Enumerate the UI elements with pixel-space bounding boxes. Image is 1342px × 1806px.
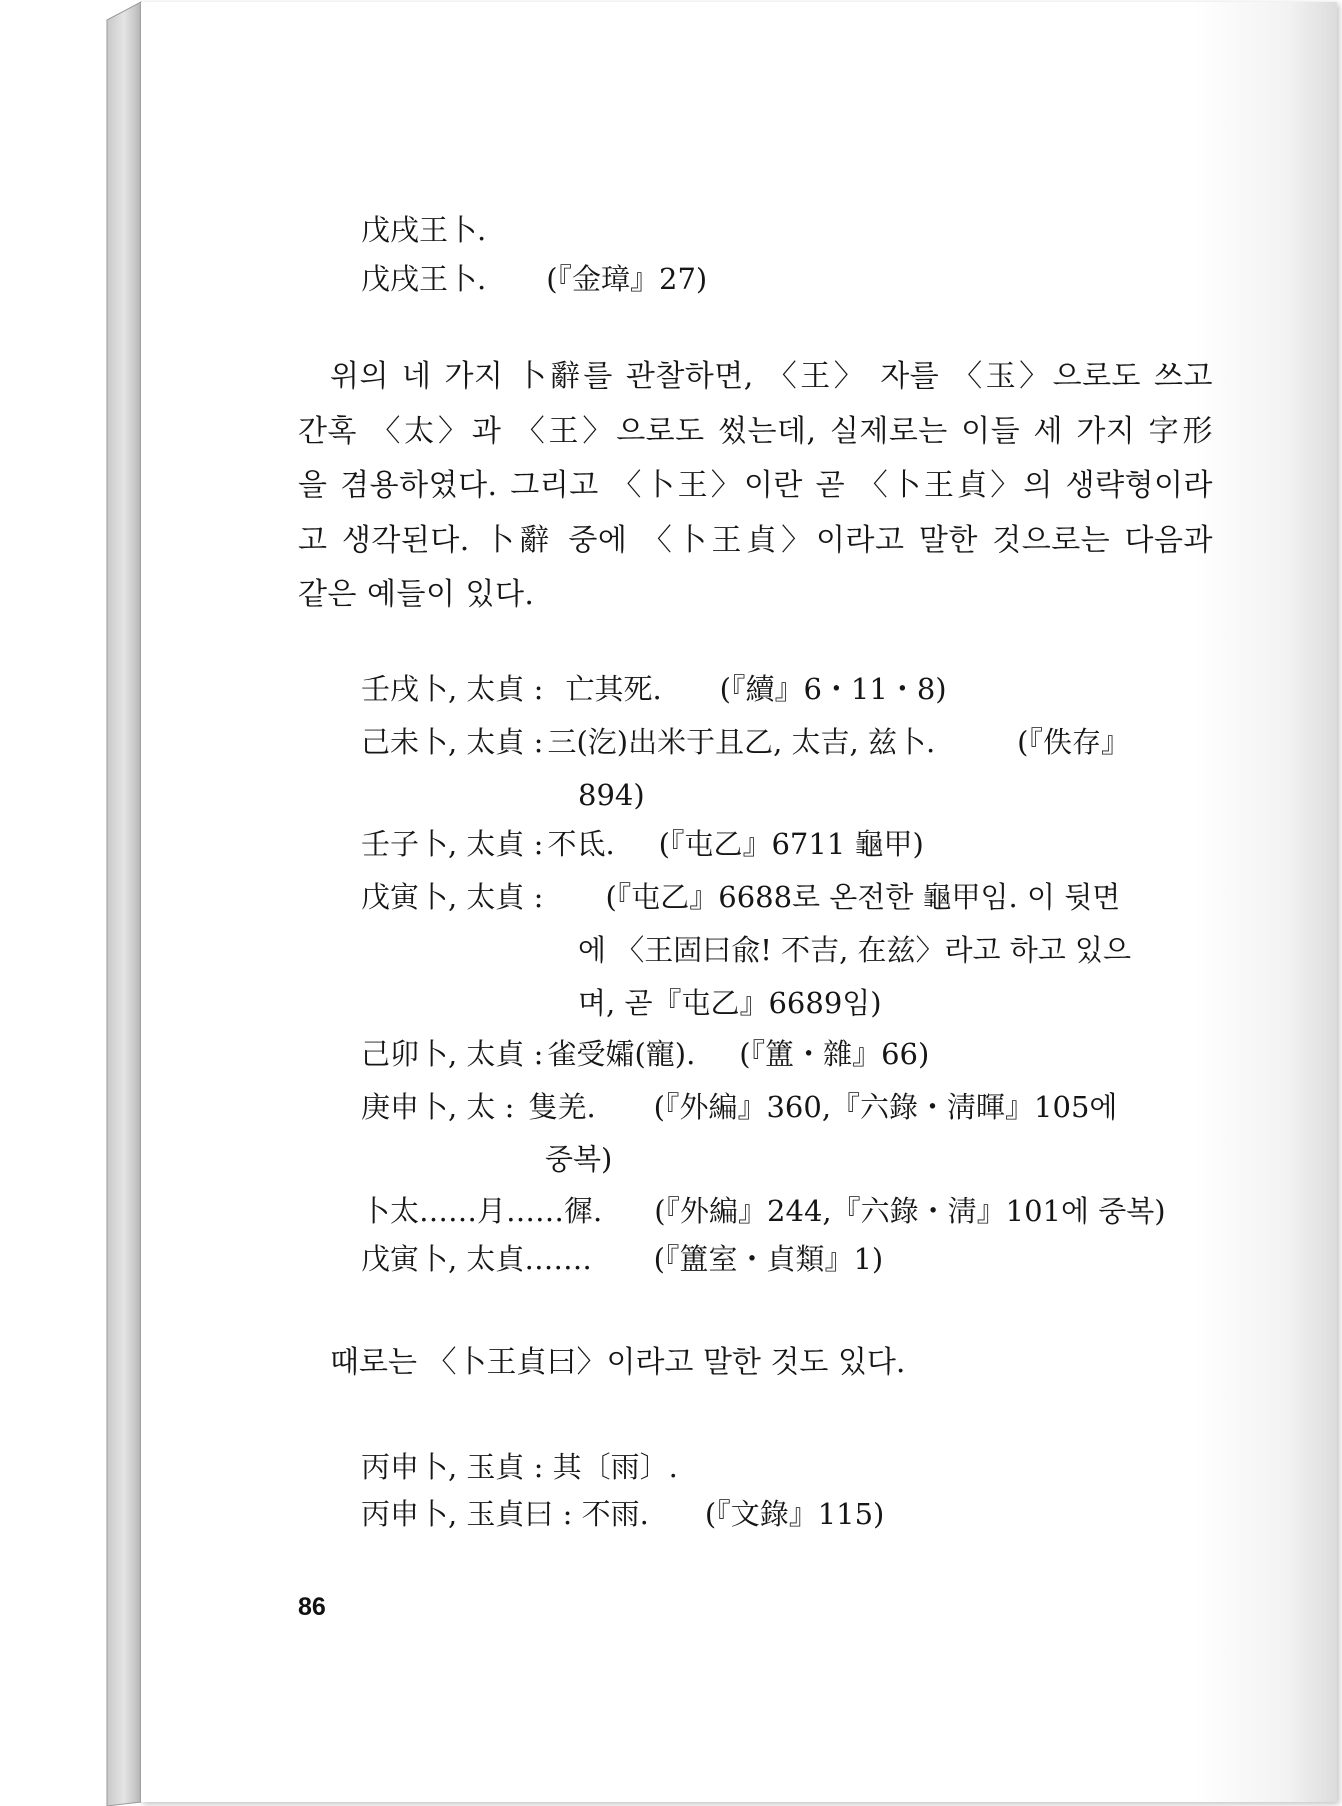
- example-text: 徲.: [564, 1194, 603, 1228]
- example-lead: 戊寅卜, 太貞 :: [361, 880, 544, 914]
- citation: (『簠室・貞類』1): [653, 1242, 884, 1276]
- example-4-continuation-1: [578, 932, 1131, 968]
- citation: (『屯乙』6688로 온전한 龜甲임. 이 뒷면: [605, 880, 1121, 914]
- example-lead: 戊寅卜, 太貞……: [361, 1242, 583, 1276]
- example-text: 不氐.: [547, 827, 615, 861]
- paragraph-line: 간혹 〈太〉과 〈王〉으로도 썼는데, 실제로는 이들 세 가지 字形: [298, 413, 1213, 449]
- paragraph-line: 고 생각된다. 卜辭 중에 〈卜王貞〉이라고 말한 것으로는 다음과: [298, 522, 1213, 558]
- example-6: [361, 1089, 1117, 1125]
- example-7: [361, 1193, 1166, 1229]
- example-text: 隻羌.: [528, 1090, 596, 1124]
- example-6-continuation: [545, 1141, 612, 1177]
- citation-continued: 중복): [545, 1142, 613, 1176]
- example-lead: 壬子卜, 太貞 :: [361, 827, 544, 861]
- example-lead: 卜太……月……: [361, 1194, 565, 1228]
- oracle-text: 戊戌王卜.: [361, 213, 487, 247]
- example-4: [361, 879, 1120, 915]
- oracle-line-1: [361, 212, 486, 248]
- example-1: [361, 671, 947, 707]
- example-2-continuation: [578, 777, 645, 813]
- example-lead: 己未卜, 太貞 :: [361, 725, 544, 759]
- example-5: [361, 1036, 929, 1072]
- page-number: 86: [298, 1593, 326, 1621]
- paragraph-line: 같은 예들이 있다.: [298, 577, 535, 612]
- body-paragraph-1: [298, 350, 1213, 623]
- citation: (『屯乙』6711 龜甲): [658, 827, 924, 861]
- example-3: [361, 826, 924, 862]
- citation: (『續』6・11・8): [719, 672, 947, 706]
- citation-continued: 며, 곧『屯乙』6689임): [578, 986, 882, 1020]
- paragraph-line: 위의 네 가지 卜辭를 관찰하면, 〈王〉 자를 〈玉〉으로도 쓰고: [330, 359, 1213, 394]
- example-text: 亡其死.: [565, 672, 662, 706]
- citation: (『金璋』27): [546, 262, 708, 296]
- oracle-text: 戊戌王卜.: [361, 262, 487, 296]
- oracle-text: 丙申卜, 玉貞 : 其〔雨〕.: [361, 1450, 678, 1484]
- body-paragraph-2: [330, 1345, 905, 1381]
- oracle-text: 丙申卜, 玉貞曰 : 不雨.: [361, 1497, 649, 1531]
- example-text: 雀受孀(寵).: [547, 1037, 696, 1071]
- example-lead: 壬戌卜, 太貞 :: [361, 672, 544, 706]
- citation-continued: 894): [578, 778, 645, 812]
- example-lead: 庚申卜, 太 :: [361, 1090, 515, 1124]
- example-text: .: [582, 1242, 592, 1276]
- example-2: [361, 724, 1130, 760]
- citation: (『外編』360,『六錄・淸暉』105에: [653, 1090, 1118, 1124]
- citation: (『文錄』115): [704, 1497, 885, 1531]
- paragraph-line: 을 겸용하였다. 그리고 〈卜王〉이란 곧 〈卜王貞〉의 생략형이라: [298, 468, 1213, 503]
- citation: (『佚存』: [1017, 725, 1130, 759]
- citation: (『外編』244,『六錄・淸』101에 중복): [654, 1194, 1166, 1228]
- paragraph-line: 때로는 〈卜王貞曰〉이라고 말한 것도 있다.: [330, 1345, 906, 1380]
- example-4-continuation-2: [578, 985, 882, 1021]
- oracle-line-4: [361, 1496, 884, 1532]
- example-8: [361, 1241, 883, 1277]
- oracle-line-2: [361, 261, 707, 297]
- example-lead: 己卯卜, 太貞 :: [361, 1037, 544, 1071]
- example-text: 三(汔)出米于且乙, 太吉, 兹卜.: [547, 725, 936, 759]
- citation-continued: 에 〈王固曰兪! 不吉, 在兹〉라고 하고 있으: [578, 933, 1132, 967]
- oracle-line-3: [361, 1449, 678, 1485]
- citation: (『簠・雜』66): [739, 1037, 930, 1071]
